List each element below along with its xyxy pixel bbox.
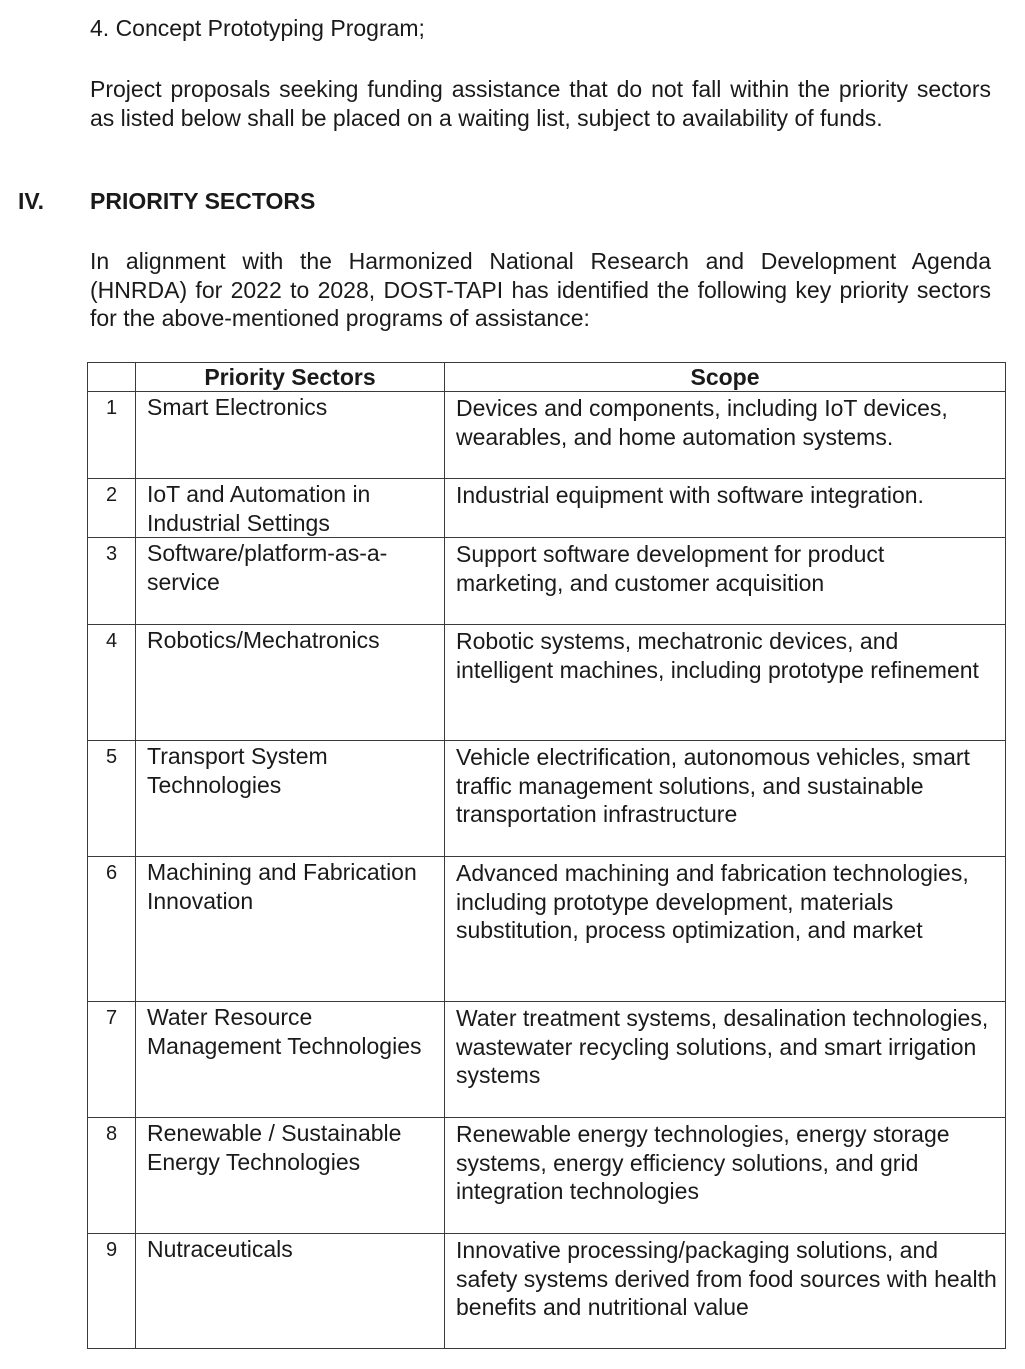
row-sector: Transport System Technologies — [136, 741, 445, 857]
row-number: 7 — [88, 1002, 136, 1118]
row-sector: Software/platform-as-a-service — [136, 538, 445, 625]
row-number: 8 — [88, 1118, 136, 1234]
priority-sectors-table — [87, 362, 1006, 1349]
section-title: PRIORITY SECTORS — [90, 188, 316, 214]
table-row — [88, 741, 1006, 857]
table-row — [88, 1118, 1006, 1234]
row-number: 2 — [88, 479, 136, 538]
row-scope: Water treatment systems, desalination technologies, wastewater recycling solutions, and smart irrigation systems — [445, 1002, 1006, 1118]
row-scope: Renewable energy technologies, energy storage systems, energy efficiency solutions, and grid integration technologies — [445, 1118, 1006, 1234]
table-row — [88, 392, 1006, 479]
row-number: 4 — [88, 625, 136, 741]
row-scope: Robotic systems, mechatronic devices, and intelligent machines, including prototype refinement — [445, 625, 1006, 741]
table-row — [88, 1234, 1006, 1349]
section-number: IV. — [18, 188, 45, 214]
row-scope: Industrial equipment with software integration. — [445, 479, 1006, 538]
list-item-concept-prototyping: 4. Concept Prototyping Program; — [90, 15, 425, 41]
paragraph-hnrda-alignment: In alignment with the Harmonized National Research and Development Agenda (HNRDA) for 2022 to 2028, DOST-TAPI has identified the following key priority sectors for the above-mentioned programs of assistance: — [90, 248, 991, 331]
table-header-row — [88, 363, 1006, 392]
row-sector: Robotics/Mechatronics — [136, 625, 445, 741]
header-scope: Scope — [445, 363, 1006, 392]
row-sector: Smart Electronics — [136, 392, 445, 479]
row-scope: Vehicle electrification, autonomous vehicles, smart traffic management solutions, and sustainable transportation infrastructure — [445, 741, 1006, 857]
row-scope: Innovative processing/packaging solutions, and safety systems derived from food sources with health benefits and nutritional value — [445, 1234, 1006, 1349]
table-row — [88, 1002, 1006, 1118]
table-row — [88, 625, 1006, 741]
row-sector: IoT and Automation in Industrial Settings — [136, 479, 445, 538]
row-scope: Advanced machining and fabrication technologies, including prototype development, materials substitution, process optimization, and market — [445, 857, 1006, 1002]
header-priority-sectors: Priority Sectors — [136, 363, 445, 392]
row-number: 5 — [88, 741, 136, 857]
table-row — [88, 479, 1006, 538]
row-scope: Devices and components, including IoT devices, wearables, and home automation systems. — [445, 392, 1006, 479]
row-number: 3 — [88, 538, 136, 625]
row-sector: Nutraceuticals — [136, 1234, 445, 1349]
row-sector: Renewable / Sustainable Energy Technologies — [136, 1118, 445, 1234]
row-scope: Support software development for product marketing, and customer acquisition — [445, 538, 1006, 625]
row-sector: Water Resource Management Technologies — [136, 1002, 445, 1118]
row-number: 6 — [88, 857, 136, 1002]
header-number — [88, 363, 136, 392]
row-number: 1 — [88, 392, 136, 479]
row-sector: Machining and Fabrication Innovation — [136, 857, 445, 1002]
table-row — [88, 857, 1006, 1002]
paragraph-waiting-list: Project proposals seeking funding assistance that do not fall within the priority sectors as listed below shall be placed on a waiting list, subject to availability of funds. — [90, 76, 991, 131]
table-row — [88, 538, 1006, 625]
row-number: 9 — [88, 1234, 136, 1349]
